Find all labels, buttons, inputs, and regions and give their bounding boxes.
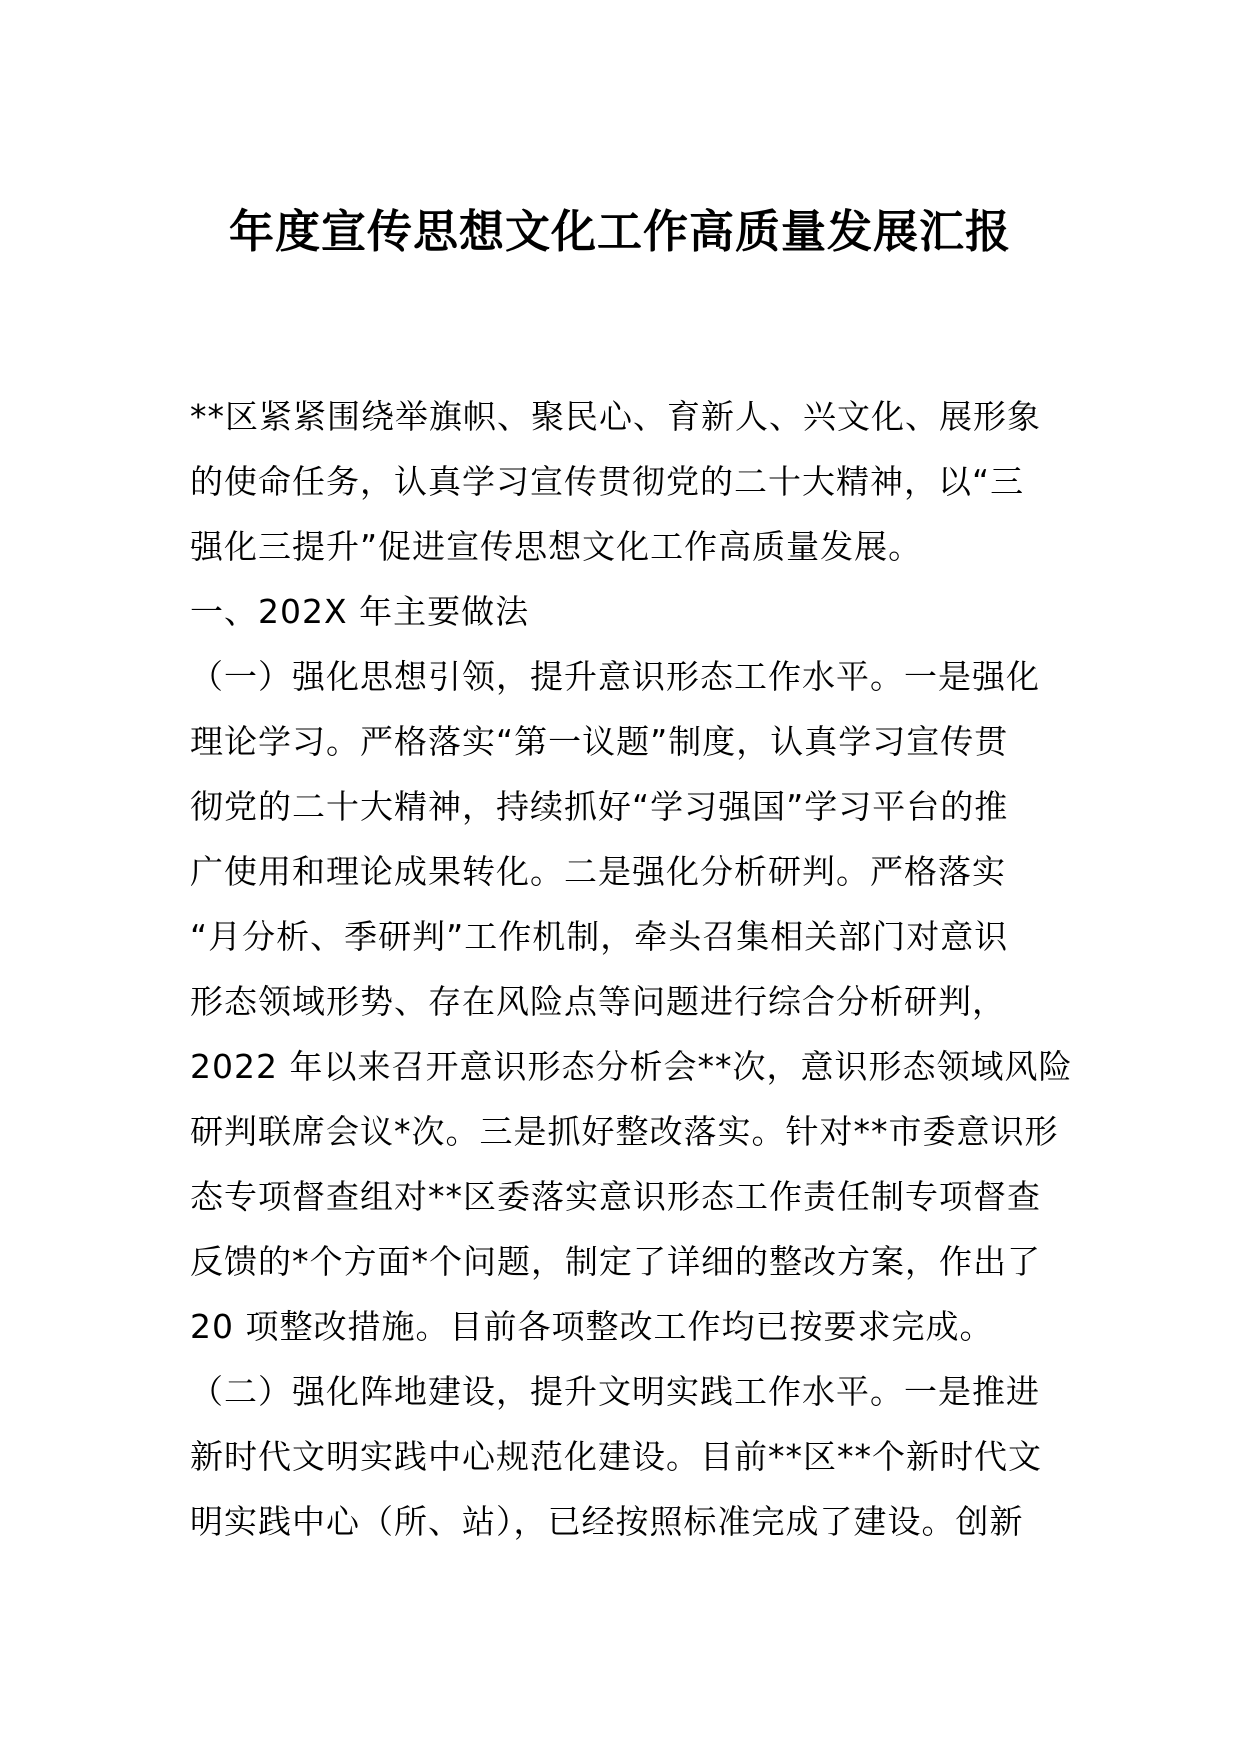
body-line: 态专项督查组对**区委落实意识形态工作责任制专项督查 [190,1177,1041,1216]
body-line: 理论学习。严格落实“第一议题”制度，认真学习宣传贯 [190,722,1009,761]
body-line: 的使命任务，认真学习宣传贯彻党的二十大精神，以“三 [190,462,1025,501]
body-line: 20 项整改措施。目前各项整改工作均已按要求完成。 [190,1307,994,1346]
document-title: 年度宣传思想文化工作高质量发展汇报 [228,205,1011,258]
body-line: **区紧紧围绕举旗帜、聚民心、育新人、兴文化、展形象 [190,397,1041,436]
document-body [190,384,1090,1554]
body-line: “月分析、季研判”工作机制，牵头召集相关部门对意识 [190,917,1009,956]
body-line: 强化三提升”促进宣传思想文化工作高质量发展。 [190,527,923,566]
body-line: 新时代文明实践中心规范化建设。目前**区**个新时代文 [190,1437,1042,1476]
body-line: 研判联席会议*次。三是抓好整改落实。针对**市委意识形 [190,1112,1059,1151]
body-line: 明实践中心（所、站），已经按照标准完成了建设。创新 [190,1502,1024,1541]
body-line: （二）强化阵地建设，提升文明实践工作水平。一是推进 [190,1372,1040,1411]
body-line: 彻党的二十大精神，持续抓好“学习强国”学习平台的推 [190,787,1009,826]
body-line: 广使用和理论成果转化。二是强化分析研判。严格落实 [190,852,1006,891]
body-line: 形态领域形势、存在风险点等问题进行综合分析研判， [190,982,1006,1021]
body-line: （一）强化思想引领，提升意识形态工作水平。一是强化 [190,657,1040,696]
body-line: 反馈的*个方面*个问题，制定了详细的整改方案，作出了 [190,1242,1041,1281]
body-line: 2022 年以来召开意识形态分析会**次，意识形态领域风险 [190,1047,1073,1086]
section-heading: 一、202X 年主要做法 [190,592,530,631]
